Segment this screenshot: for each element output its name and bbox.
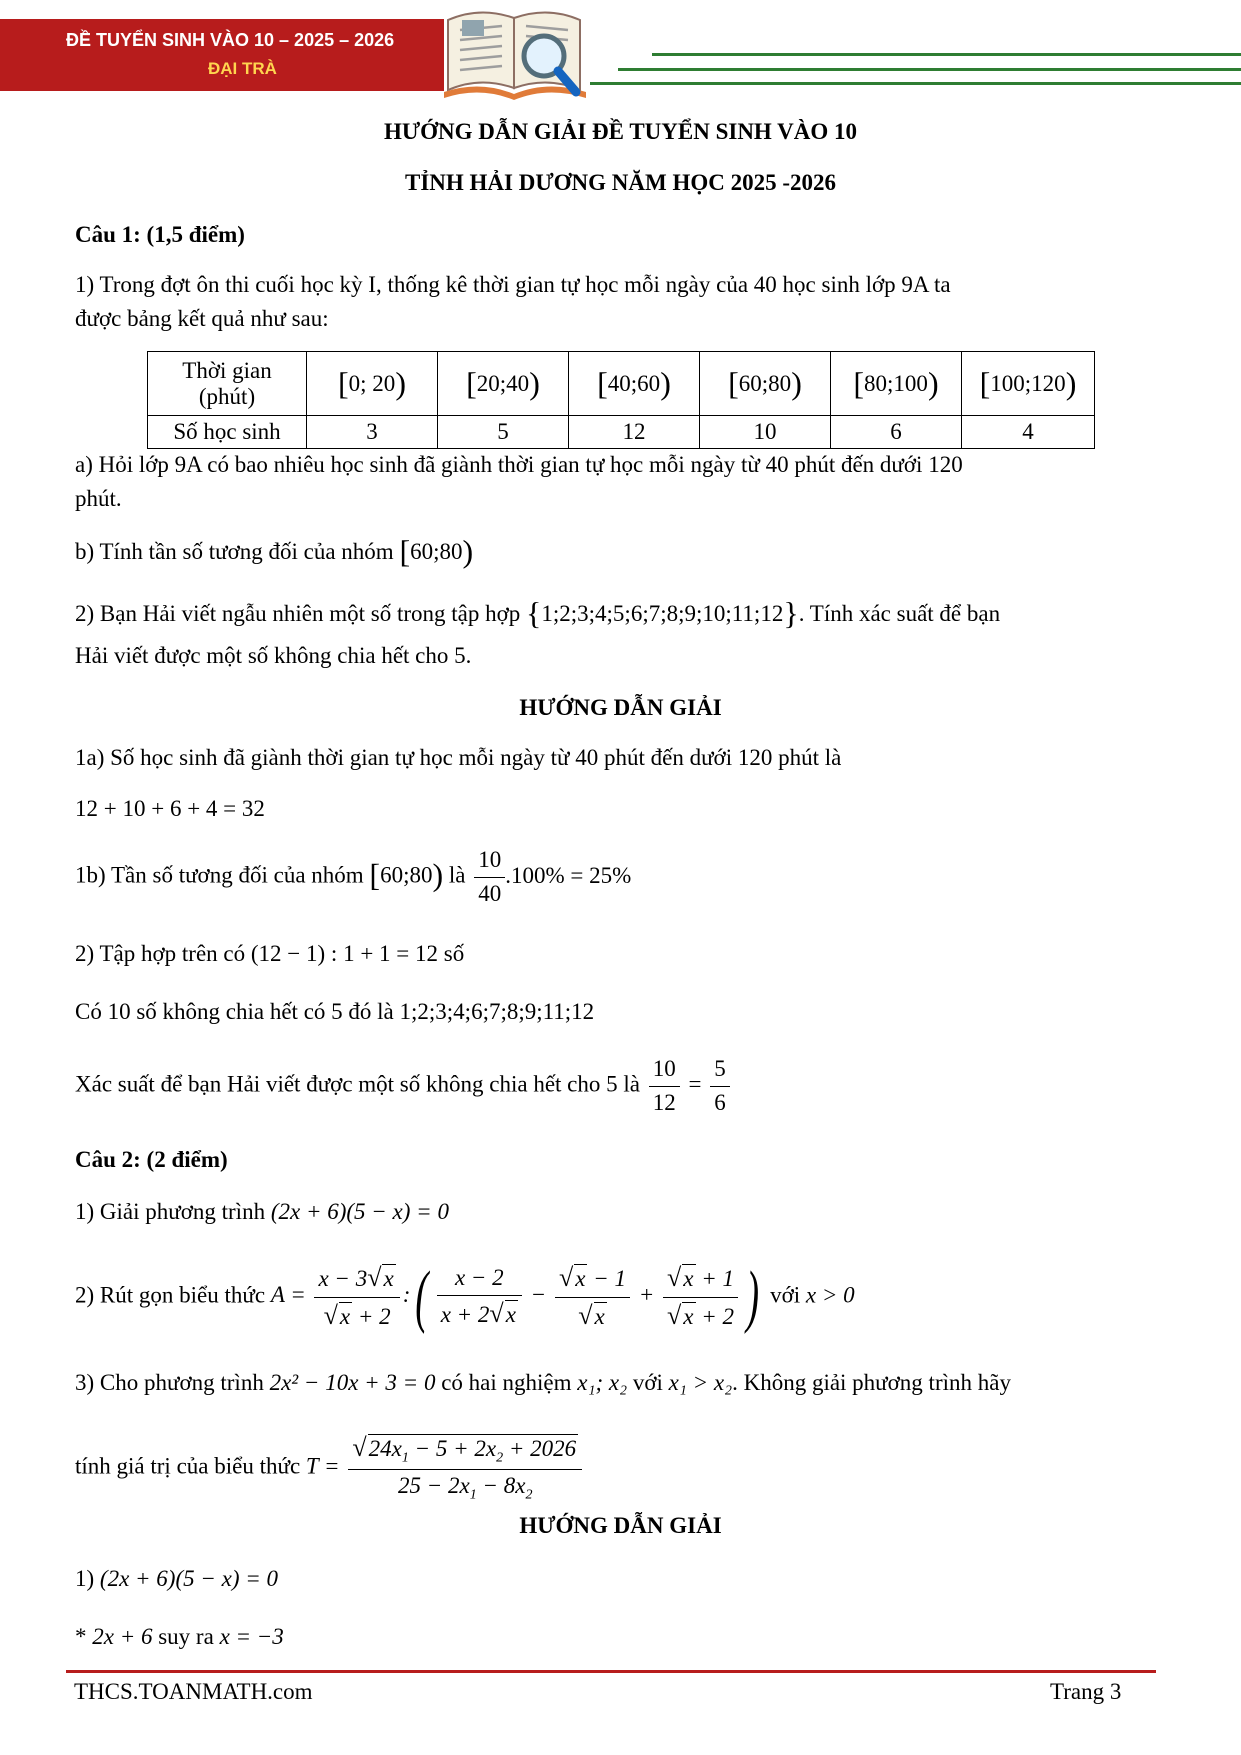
q2-part3-line2: tính giá trị của biểu thức T = $\frac{√24x_1 - 5 + 2x_2 + 2026}{25 - 2x_1 - 8x_2}$ [75, 1432, 585, 1504]
q1-intro-line1: 1) Trong đợt ôn thi cuối học kỳ I, thống kê thời gian tự học mỗi ngày của 40 học sinh lớp 9A ta [75, 272, 951, 297]
table-header-time-unit: (phút) [198, 383, 256, 409]
q2-part1: 1) Giải phương trình (2x + 6)(5 − x) = 0 [75, 1199, 449, 1224]
header-rule-bottom [590, 82, 1241, 85]
table-header-students: Số học sinh [148, 416, 307, 449]
book-magnifier-icon [440, 0, 590, 104]
footer-page-number: Trang 3 [1050, 1679, 1122, 1704]
expression-T: $\frac{√24x_1 - 5 + 2x_2 + 2026}{25 - 2x_1 - 8x_2}$ [348, 1432, 582, 1504]
table-cell-interval: [20;40) [438, 352, 569, 416]
table-cell-count: 3 [307, 416, 438, 449]
table-header-time-label: Thời gian [182, 357, 272, 383]
sol1-part2-count: 2) Tập hợp trên có (12 − 1) : 1 + 1 = 12 số [75, 941, 465, 966]
footer-rule [66, 1670, 1156, 1673]
sol2-line1: 1) (2x + 6)(5 − x) = 0 [75, 1566, 279, 1591]
table-header-time [148, 352, 307, 416]
table-cell-count: 12 [569, 416, 700, 449]
study-time-table [147, 351, 1095, 449]
q2-part2: 2) Rút gọn biểu thức A = $\frac{x - 3√x}{√x + 2}$ :( $\frac{x - 2}{x + 2√x}$ − $\frac{√x - 1}{√x}$ + $\frac{√x + 1}{√x + 2}$ ) với x > 0 [75, 1258, 855, 1335]
footer-site: THCS.TOANMATH.com [74, 1679, 313, 1704]
sol1a-math: 12 + 10 + 6 + 4 = 32 [75, 796, 265, 821]
table-cell-interval: [100;120) [962, 352, 1095, 416]
table-row-count [148, 416, 1095, 449]
doc-title-line1: HƯỚNG DẪN GIẢI ĐỀ TUYỂN SINH VÀO 10 [383, 119, 858, 144]
table-cell-interval: [80;100) [831, 352, 962, 416]
sol2-line2: * 2x + 6 suy ra x = −3 [75, 1624, 284, 1649]
q1a-line1: a) Hỏi lớp 9A có bao nhiêu học sinh đã giành thời gian tự học mỗi ngày từ 40 phút đến dưới 120 [75, 452, 963, 477]
doc-title-line2: TỈNH HẢI DƯƠNG NĂM HỌC 2025 -2026 [404, 170, 837, 195]
q1-part2-line2: Hải viết được một số không chia hết cho 5. [75, 643, 472, 668]
sol1-part2-list: Có 10 số không chia hết có 5 đó là 1;2;3;4;6;7;8;9;11;12 [75, 999, 595, 1024]
fraction-10-40: $\frac{10}{40}$ [474, 846, 505, 909]
sol1-part2-probability: Xác suất để bạn Hải viết được một số không chia hết cho 5 là $\frac{10}{12}$ = $\frac{5}{6}$ [75, 1055, 733, 1118]
fraction-5-6: $\frac{5}{6}$ [710, 1055, 730, 1118]
question-2-heading: Câu 2: (2 điểm) [75, 1147, 228, 1172]
q2-part3-line1: 3) Cho phương trình 2x² − 10x + 3 = 0 có hai nghiệm x₁; x₂ với x₁ > x₂. Không giải phương trình hãy [75, 1370, 1011, 1395]
table-cell-count: 5 [438, 416, 569, 449]
sol1b-line: 1b) Tần số tương đối của nhóm [60;80) là $\frac{10}{40}$ .100% = 25% [75, 846, 631, 909]
table-cell-interval: [60;80) [700, 352, 831, 416]
header-rule-middle [618, 68, 1241, 71]
q1-intro-line2: được bảng kết quả như sau: [75, 306, 329, 331]
q1-part2-line1: 2) Bạn Hải viết ngẫu nhiên một số trong tập hợp {1;2;3;4;5;6;7;8;9;10;11;12}. Tính xác suất để bạn [75, 595, 1001, 631]
table-cell-interval: [0; 20) [307, 352, 438, 416]
table-cell-count: 4 [962, 416, 1095, 449]
table-row-time [148, 352, 1095, 416]
expression-A: A = $\frac{x - 3√x}{√x + 2}$ :( $\frac{x - 2}{x + 2√x}$ − $\frac{√x - 1}{√x}$ + $\frac{√x + 1}{√x + 2}$ ) [270, 1258, 760, 1335]
question-1-heading: Câu 1: (1,5 điểm) [75, 222, 245, 247]
table-cell-count: 10 [700, 416, 831, 449]
header-exam-title: ĐỀ TUYỂN SINH VÀO 10 – 2025 – 2026 [66, 30, 395, 50]
table-cell-count: 6 [831, 416, 962, 449]
header-rule-top [652, 53, 1241, 56]
fraction-10-12: $\frac{10}{12}$ [649, 1055, 680, 1118]
header-exam-type: ĐẠI TRÀ [208, 59, 277, 78]
q1a-line2: phút. [75, 486, 122, 511]
sol1a-text: 1a) Số học sinh đã giành thời gian tự học mỗi ngày từ 40 phút đến dưới 120 phút là [75, 745, 842, 770]
table-cell-interval: [40;60) [569, 352, 700, 416]
solution-1-heading: HƯỚNG DẪN GIẢI [519, 695, 722, 720]
solution-2-heading: HƯỚNG DẪN GIẢI [519, 1513, 722, 1538]
q1b-line: b) Tính tần số tương đối của nhóm [60;80) [75, 533, 474, 569]
